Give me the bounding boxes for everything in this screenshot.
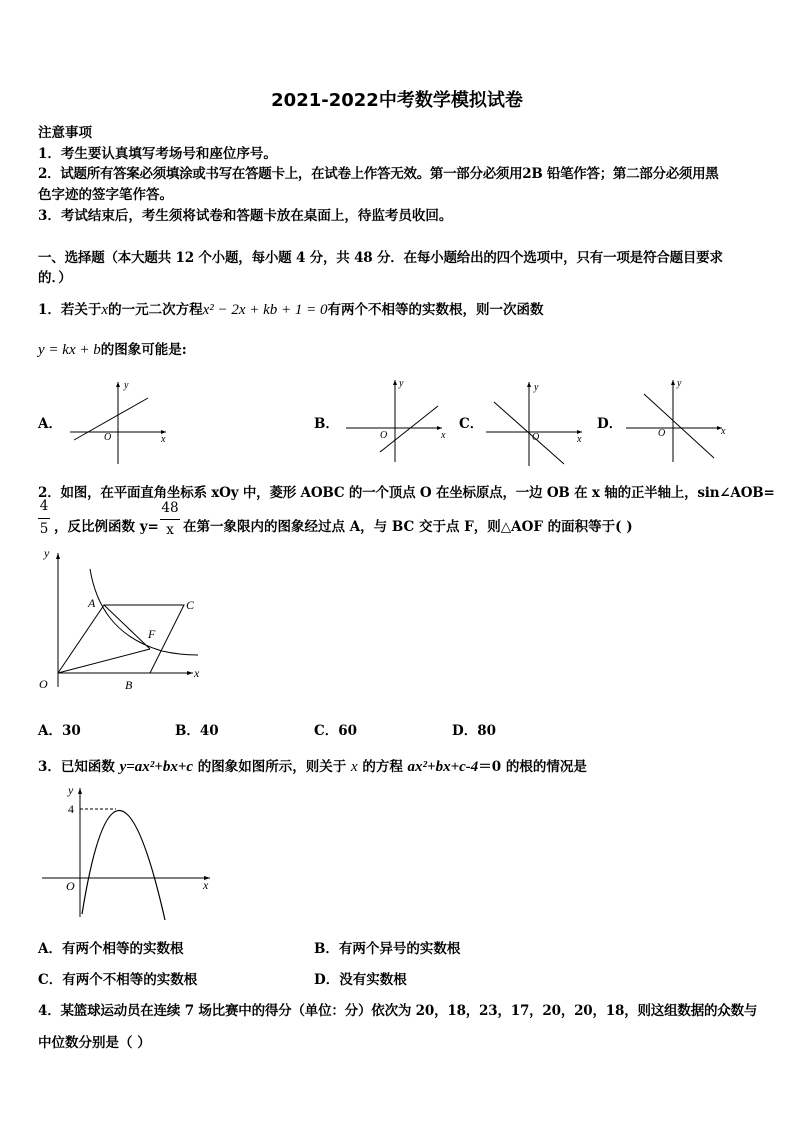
q1-mid: 的一元二次方程 — [108, 302, 203, 318]
question-2-line-1: 2．如图，在平面直角坐标系 xOy 中，菱形 AOBC 的一个顶点 O 在坐标原点，一边 OB 在 x 轴的正半轴上，sin∠AOB= — [38, 485, 775, 501]
q1-option-b[interactable]: B． — [314, 416, 339, 432]
q3-figure — [38, 782, 218, 922]
q2-label-y: y — [44, 546, 50, 560]
page-title: 2021-2022中考数学模拟试卷 — [271, 90, 523, 111]
notice-line-2: 2．试题所有答案必须填涂或书写在答题卡上，在试卷上作答无效。第一部分必须用2B 铅笔作答；第二部分必须用黑 — [38, 166, 719, 182]
notice-line-3: 色字迹的签字笔作答。 — [38, 187, 173, 203]
q2-option-d[interactable]: D．80 — [452, 723, 496, 739]
q1d-y-label: y — [677, 378, 682, 389]
q1b-x-label: x — [441, 430, 446, 441]
q2-frac1-bar — [38, 518, 50, 519]
q3-option-c[interactable]: C．有两个不相等的实数根 — [38, 972, 198, 988]
section-heading-line-2: 的．） — [38, 270, 72, 286]
question-4-line-1: 4．某篮球运动员在连续 7 场比赛中的得分（单位：分）依次为 20，18，23，17，20，20，18，则这组数据的众数与 — [38, 1003, 758, 1019]
q1-option-a[interactable]: A． — [38, 416, 62, 432]
question-1-text — [38, 298, 544, 319]
q1a-origin-label: O — [104, 432, 112, 443]
q3-equation: ax²+bx+c-4 — [407, 759, 479, 775]
q2-option-b[interactable]: B．40 — [175, 723, 219, 739]
q1d-origin-label: O — [658, 428, 666, 439]
q2-figure — [30, 545, 210, 695]
q1-option-d[interactable]: D． — [597, 416, 623, 432]
q1-graph-c — [482, 378, 592, 470]
q3-label-y: y — [68, 783, 74, 797]
q1c-y-label: y — [534, 382, 539, 393]
notice-heading: 注意事项 — [38, 125, 92, 141]
q3-option-b[interactable]: B．有两个异号的实数根 — [314, 941, 461, 957]
q1c-x-label: x — [577, 434, 582, 445]
q2-option-c[interactable]: C．60 — [314, 723, 358, 739]
q3-label-x: x — [203, 878, 209, 892]
q1b-origin-label: O — [380, 430, 388, 441]
q3-post: ＝0 的根的情况是 — [478, 759, 587, 775]
question-1-text-2 — [38, 338, 187, 359]
q1-tail: 的图象可能是: — [100, 342, 187, 358]
q2-frac2-bar — [160, 519, 180, 520]
q1c-origin-label: O — [532, 432, 540, 443]
q1-post: 有两个不相等的实数根，则一次函数 — [327, 302, 544, 318]
q2-option-a[interactable]: A．30 — [38, 723, 81, 739]
q3-option-a[interactable]: A．有两个相等的实数根 — [38, 941, 184, 957]
q1a-x-label: x — [161, 434, 166, 445]
q2-label-o: O — [39, 677, 48, 691]
q3-label-o: O — [66, 879, 75, 893]
notice-line-4: 3．考试结束后，考生须将试卷和答题卡放在桌面上，待监考员收回。 — [38, 208, 453, 224]
q2-frac1-denominator: 5 — [39, 521, 49, 537]
q1-var: x — [101, 302, 109, 318]
q1a-y-label: y — [124, 380, 129, 391]
question-3-text — [38, 755, 587, 776]
q1-graph-b — [342, 376, 454, 466]
q2-text-b: 在第一象限内的图象经过点 A，与 BC 交于点 F，则△AOF 的面积等于( ) — [183, 519, 633, 535]
q3-mid2: 的方程 — [357, 759, 408, 775]
q3-var: x — [350, 759, 358, 775]
q3-func: y=ax²+bx+c — [119, 759, 194, 775]
q1-equation: x² − 2x + kb + 1 = 0 — [202, 302, 328, 318]
notice-line-1: 1．考生要认真填写考场号和座位序号。 — [38, 146, 277, 162]
question-4-line-2: 中位数分别是（ ） — [38, 1035, 151, 1051]
q2-label-a: A — [88, 596, 96, 610]
q3-option-d[interactable]: D．没有实数根 — [314, 972, 407, 988]
q2-label-f: F — [148, 627, 156, 641]
section-heading-line-1: 一、选择题（本大题共 12 个小题，每小题 4 分，共 48 分．在每小题给出的四个选项中，只有一项是符合题目要求 — [38, 250, 723, 266]
q3-label-4: 4 — [68, 802, 74, 816]
q1-option-c[interactable]: C． — [459, 416, 484, 432]
q1-graph-a — [66, 378, 176, 468]
q1-pre: 1．若关于 — [38, 302, 102, 318]
q2-frac2-numerator: 48 — [161, 500, 179, 516]
q2-text-a: ，反比例函数 y= — [54, 519, 159, 535]
q2-label-b: B — [125, 678, 133, 692]
q1-func: y = kx + b — [38, 342, 101, 358]
q2-label-x: x — [194, 666, 200, 680]
q3-pre: 3．已知函数 — [38, 759, 120, 775]
q1-graph-d — [622, 376, 734, 466]
q2-frac1-numerator: 4 — [39, 498, 49, 514]
q3-mid: 的图象如图所示，则关于 — [193, 759, 351, 775]
q1d-x-label: x — [721, 426, 726, 437]
q1b-y-label: y — [399, 378, 404, 389]
q2-frac2-denominator: x — [166, 522, 174, 538]
q2-label-c: C — [186, 598, 195, 612]
